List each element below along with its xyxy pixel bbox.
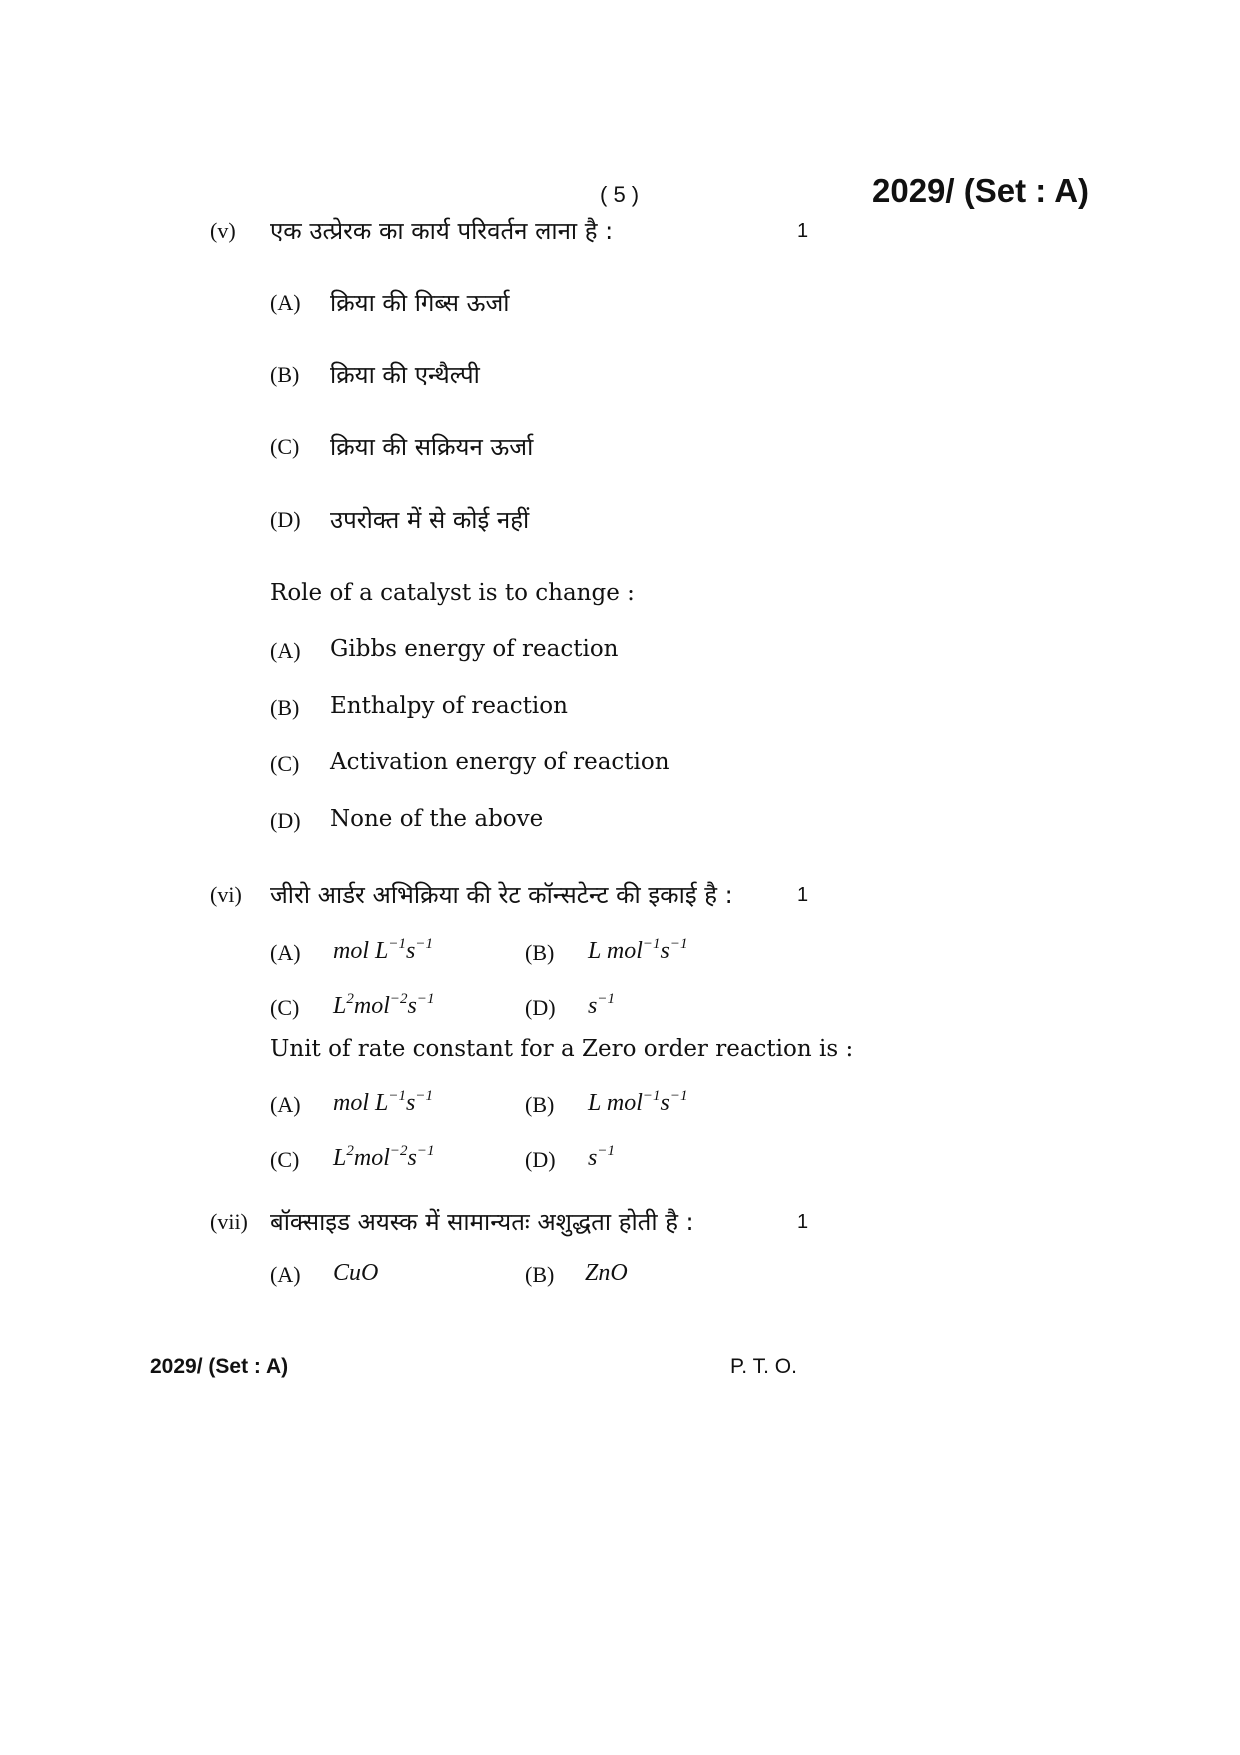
option-text: Enthalpy of reaction [330,693,568,719]
question-vi-marks: 1 [797,884,809,906]
question-number-vii: (vii) [210,1209,248,1234]
option-label: (A) [270,290,301,315]
option-label: (A) [270,638,301,663]
option-formula: $s^{-1}$ [588,991,615,1019]
option-label: (B) [270,695,300,720]
option-formula: mol $L^{-1}s^{-1}$ [333,1088,433,1116]
option-label: (C) [270,995,300,1020]
option-text: उपरोक्त में से कोई नहीं [330,506,530,534]
pto-label: P. T. O. [730,1355,797,1378]
option-formula: $L^2mol^{-2}s^{-1}$ [333,991,435,1019]
question-vi-hindi-text: जीरो आर्डर अभिक्रिया की रेट कॉन्सटेन्ट की इकाई है : [270,881,733,909]
option-formula: L $mol^{-1}s^{-1}$ [588,1088,688,1116]
option-label: (C) [270,751,300,776]
question-number-v: (v) [210,218,236,243]
question-v-marks: 1 [797,220,809,242]
question-vii-marks: 1 [797,1211,809,1233]
option-label: (B) [270,362,300,387]
option-formula: ZnO [585,1260,628,1286]
option-text: None of the above [330,806,544,832]
option-formula: $s^{-1}$ [588,1143,615,1171]
option-label: (B) [525,1262,555,1287]
option-text: क्रिया की सक्रियन ऊर्जा [330,433,534,461]
question-number-vi: (vi) [210,882,242,907]
option-label: (B) [525,940,555,965]
option-text: क्रिया की गिब्स ऊर्जा [330,289,510,317]
option-formula: $L^2mol^{-2}s^{-1}$ [333,1143,435,1171]
option-label: (C) [270,1147,300,1172]
option-text: Activation energy of reaction [330,749,670,775]
option-formula: mol $L^{-1}s^{-1}$ [333,936,433,964]
question-v-english-text: Role of a catalyst is to change : [270,580,635,606]
option-label: (C) [270,434,300,459]
page-number: ( 5 ) [600,182,640,207]
option-label: (D) [525,995,556,1020]
option-text: क्रिया की एन्थैल्पी [330,361,480,389]
paper-code-header: 2029/ (Set : A) [872,172,1090,209]
option-text: Gibbs energy of reaction [330,636,619,662]
option-label: (D) [270,507,301,532]
option-formula: L $mol^{-1}s^{-1}$ [588,936,688,964]
paper-code-footer: 2029/ (Set : A) [150,1355,289,1378]
option-label: (A) [270,940,301,965]
option-label: (D) [270,808,301,833]
option-label: (A) [270,1262,301,1287]
option-label: (A) [270,1092,301,1117]
option-label: (D) [525,1147,556,1172]
option-label: (B) [525,1092,555,1117]
option-formula: CuO [333,1260,379,1286]
question-vii-hindi-text: बॉक्साइड अयस्क में सामान्यतः अशुद्धता होती है : [270,1208,694,1236]
question-vi-english-text: Unit of rate constant for a Zero order reaction is : [270,1036,854,1062]
question-v-hindi-text: एक उत्प्रेरक का कार्य परिवर्तन लाना है : [270,217,614,245]
